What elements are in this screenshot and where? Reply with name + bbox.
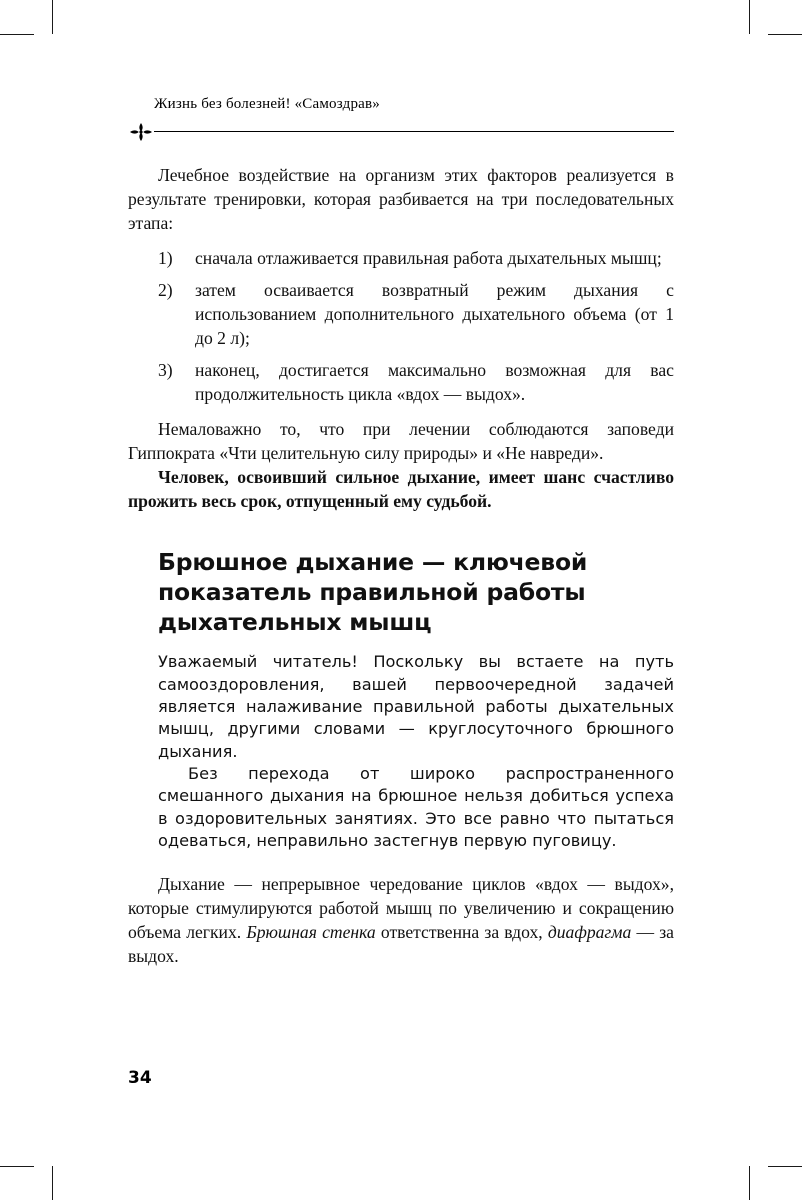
crop-mark-left-top [0,34,34,35]
crop-mark-right-bottom [768,1166,802,1167]
closing-text-2: ответственна за вдох, [375,922,548,943]
intro-paragraph: Лечебное воздействие на организм этих факторов реализуется в результате тренировки, которая разбивается на три последовательных этапа: [128,165,674,233]
list-item-text: затем осваивается возвратный режим дыхания с использованием дополнительного дыхательного объема (от 1 до 2 л); [195,280,674,348]
list-item-text: сначала отлаживается правильная работа дыхательных мышц; [195,248,662,268]
closing-italic-1: Брюшная стенка [246,922,376,943]
list-item-number: 2) [158,280,173,300]
header-rule-group [128,121,674,143]
page-number: 34 [128,1068,152,1088]
leaf-ornament-icon [128,121,154,143]
list-item-number: 1) [158,248,173,268]
closing-paragraph [128,872,674,968]
section-paragraph-1: Уважаемый читатель! Поскольку вы встаете на путь самооздоровления, вашей первоочередной задачей является налаживание правильной работы дыхательных мышц, другими словами — круглосуточного брюшного дыхания. [158,652,674,761]
section-heading: Брюшное дыхание — ключевой показатель правильной работы дыхательных мышц [158,548,588,637]
section-paragraph-2: Без перехода от широко распространенного смешанного дыхания на брюшное нельзя добиться успеха в оздоровительных занятиях. Это все равно что пытаться одеваться, неправильно застегнув первую пуговицу. [158,764,674,851]
list-item [158,358,674,406]
crop-mark-bottom-right [749,1166,750,1200]
list-item-number: 3) [158,360,173,380]
crop-mark-left-bottom [0,1166,34,1167]
bold-statement-paragraph: Человек, освоивший сильное дыхание, имеет шанс счастливо прожить весь срок, отпущенный ему судьбой. [128,467,674,511]
crop-mark-top-right [749,0,750,34]
crop-mark-right-top [768,34,802,35]
header-rule [154,131,674,132]
list-item-text: наконец, достигается максимально возможная для вас продолжительность цикла «вдох — выдох». [195,360,674,404]
crop-mark-bottom-left [52,1166,53,1200]
running-head: Жизнь без болезней! «Самоздрав» [154,96,380,112]
page-content [128,96,674,968]
after-steps-paragraph: Немаловажно то, что при лечении соблюдаются заповеди Гиппократа «Чти целительную силу природы» и «Не навреди». [128,419,674,463]
list-item [158,278,674,350]
crop-mark-top-left [52,0,53,34]
steps-list [128,246,674,406]
section-body [158,651,674,852]
closing-text-3: — за выдох. [128,922,674,967]
list-item [158,246,674,270]
closing-italic-2: диафрагма [547,922,632,943]
closing-text-1: Дыхание — непрерывное чередование циклов «вдох — выдох», которые стимулируются работой мышц по увеличению и сокращению объема легких. [128,874,674,943]
